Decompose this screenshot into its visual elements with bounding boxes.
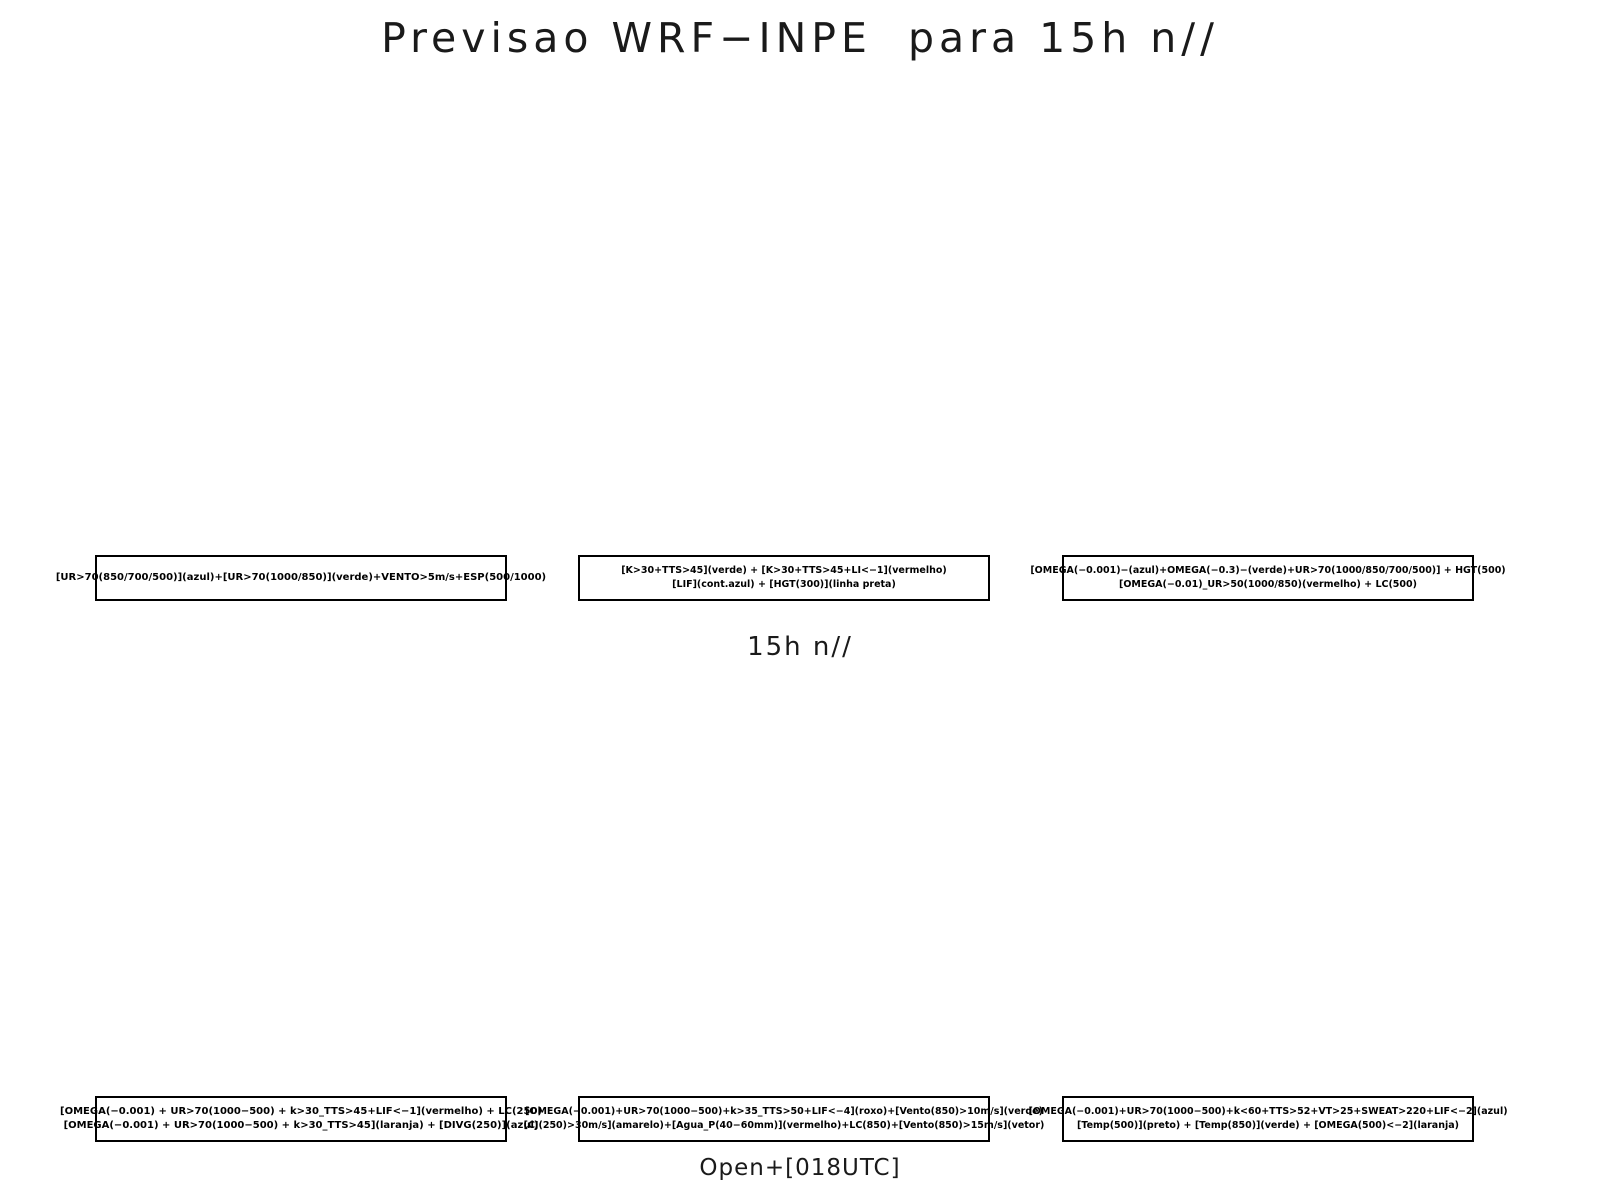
legend-line-2: [Temp(500)](preto) + [Temp(850)](verde) + [OMEGA(500)<−2](laranja) (1077, 1120, 1459, 1131)
legend-line-1: [OMEGA(−0.001)+UR>70(1000−500)+k<60+TTS>52+VT>25+SWEAT>220+LIF<−2](azul) (1028, 1106, 1508, 1117)
legend-box-top-right (1030, 555, 1506, 601)
legend-line-2: [OMEGA(−0.001) + UR>70(1000−500) + k>30_TTS>45](laranja) + [DIVG(250)](azul) (63, 1120, 539, 1131)
legend-box-top-left (55, 555, 547, 601)
legend-line-1: [OMEGA(−0.001) + UR>70(1000−500) + k>30_TTS>45+LIF<−1](vermelho) + LC(250) (60, 1106, 542, 1117)
legend-box-bottom-right (1028, 1096, 1508, 1142)
legend-line-1: [OMEGA(−0.001)+UR>70(1000−500)+k>35_TTS>50+LIF<−4](roxo)+[Vento(850)>10m/s](verde) (525, 1106, 1043, 1117)
legend-line-1: [UR>70(850/700/500)](azul)+[UR>70(1000/850)](verde)+VENTO>5m/s+ESP(500/1000) (55, 572, 547, 583)
legend-box-top-center (578, 555, 990, 601)
mid-time-label: 15h n// (747, 632, 853, 662)
legend-line-2: [LIF](cont.azul) + [HGT(300)](linha preta) (672, 579, 896, 590)
footer-run-label: Open+[018UTC] (699, 1155, 901, 1181)
legend-line-1: [K>30+TTS>45](verde) + [K>30+TTS>45+LI<−1](vermelho) (621, 565, 947, 576)
legend-line-2: [CJ(250)>30m/s](amarelo)+[Agua_P(40−60mm)](vermelho)+LC(850)+[Vento(850)>15m/s](vetor) (523, 1120, 1045, 1131)
page-title: Previsao WRF−INPE para 15h n// (381, 14, 1219, 62)
legend-box-bottom-left (60, 1096, 542, 1142)
legend-box-bottom-center (523, 1096, 1045, 1142)
legend-line-1: [OMEGA(−0.001)−(azul)+OMEGA(−0.3)−(verde)+UR>70(1000/850/700/500)] + HGT(500) (1030, 565, 1506, 576)
legend-line-2: [OMEGA(−0.01)_UR>50(1000/850)(vermelho) + LC(500) (1119, 579, 1417, 590)
